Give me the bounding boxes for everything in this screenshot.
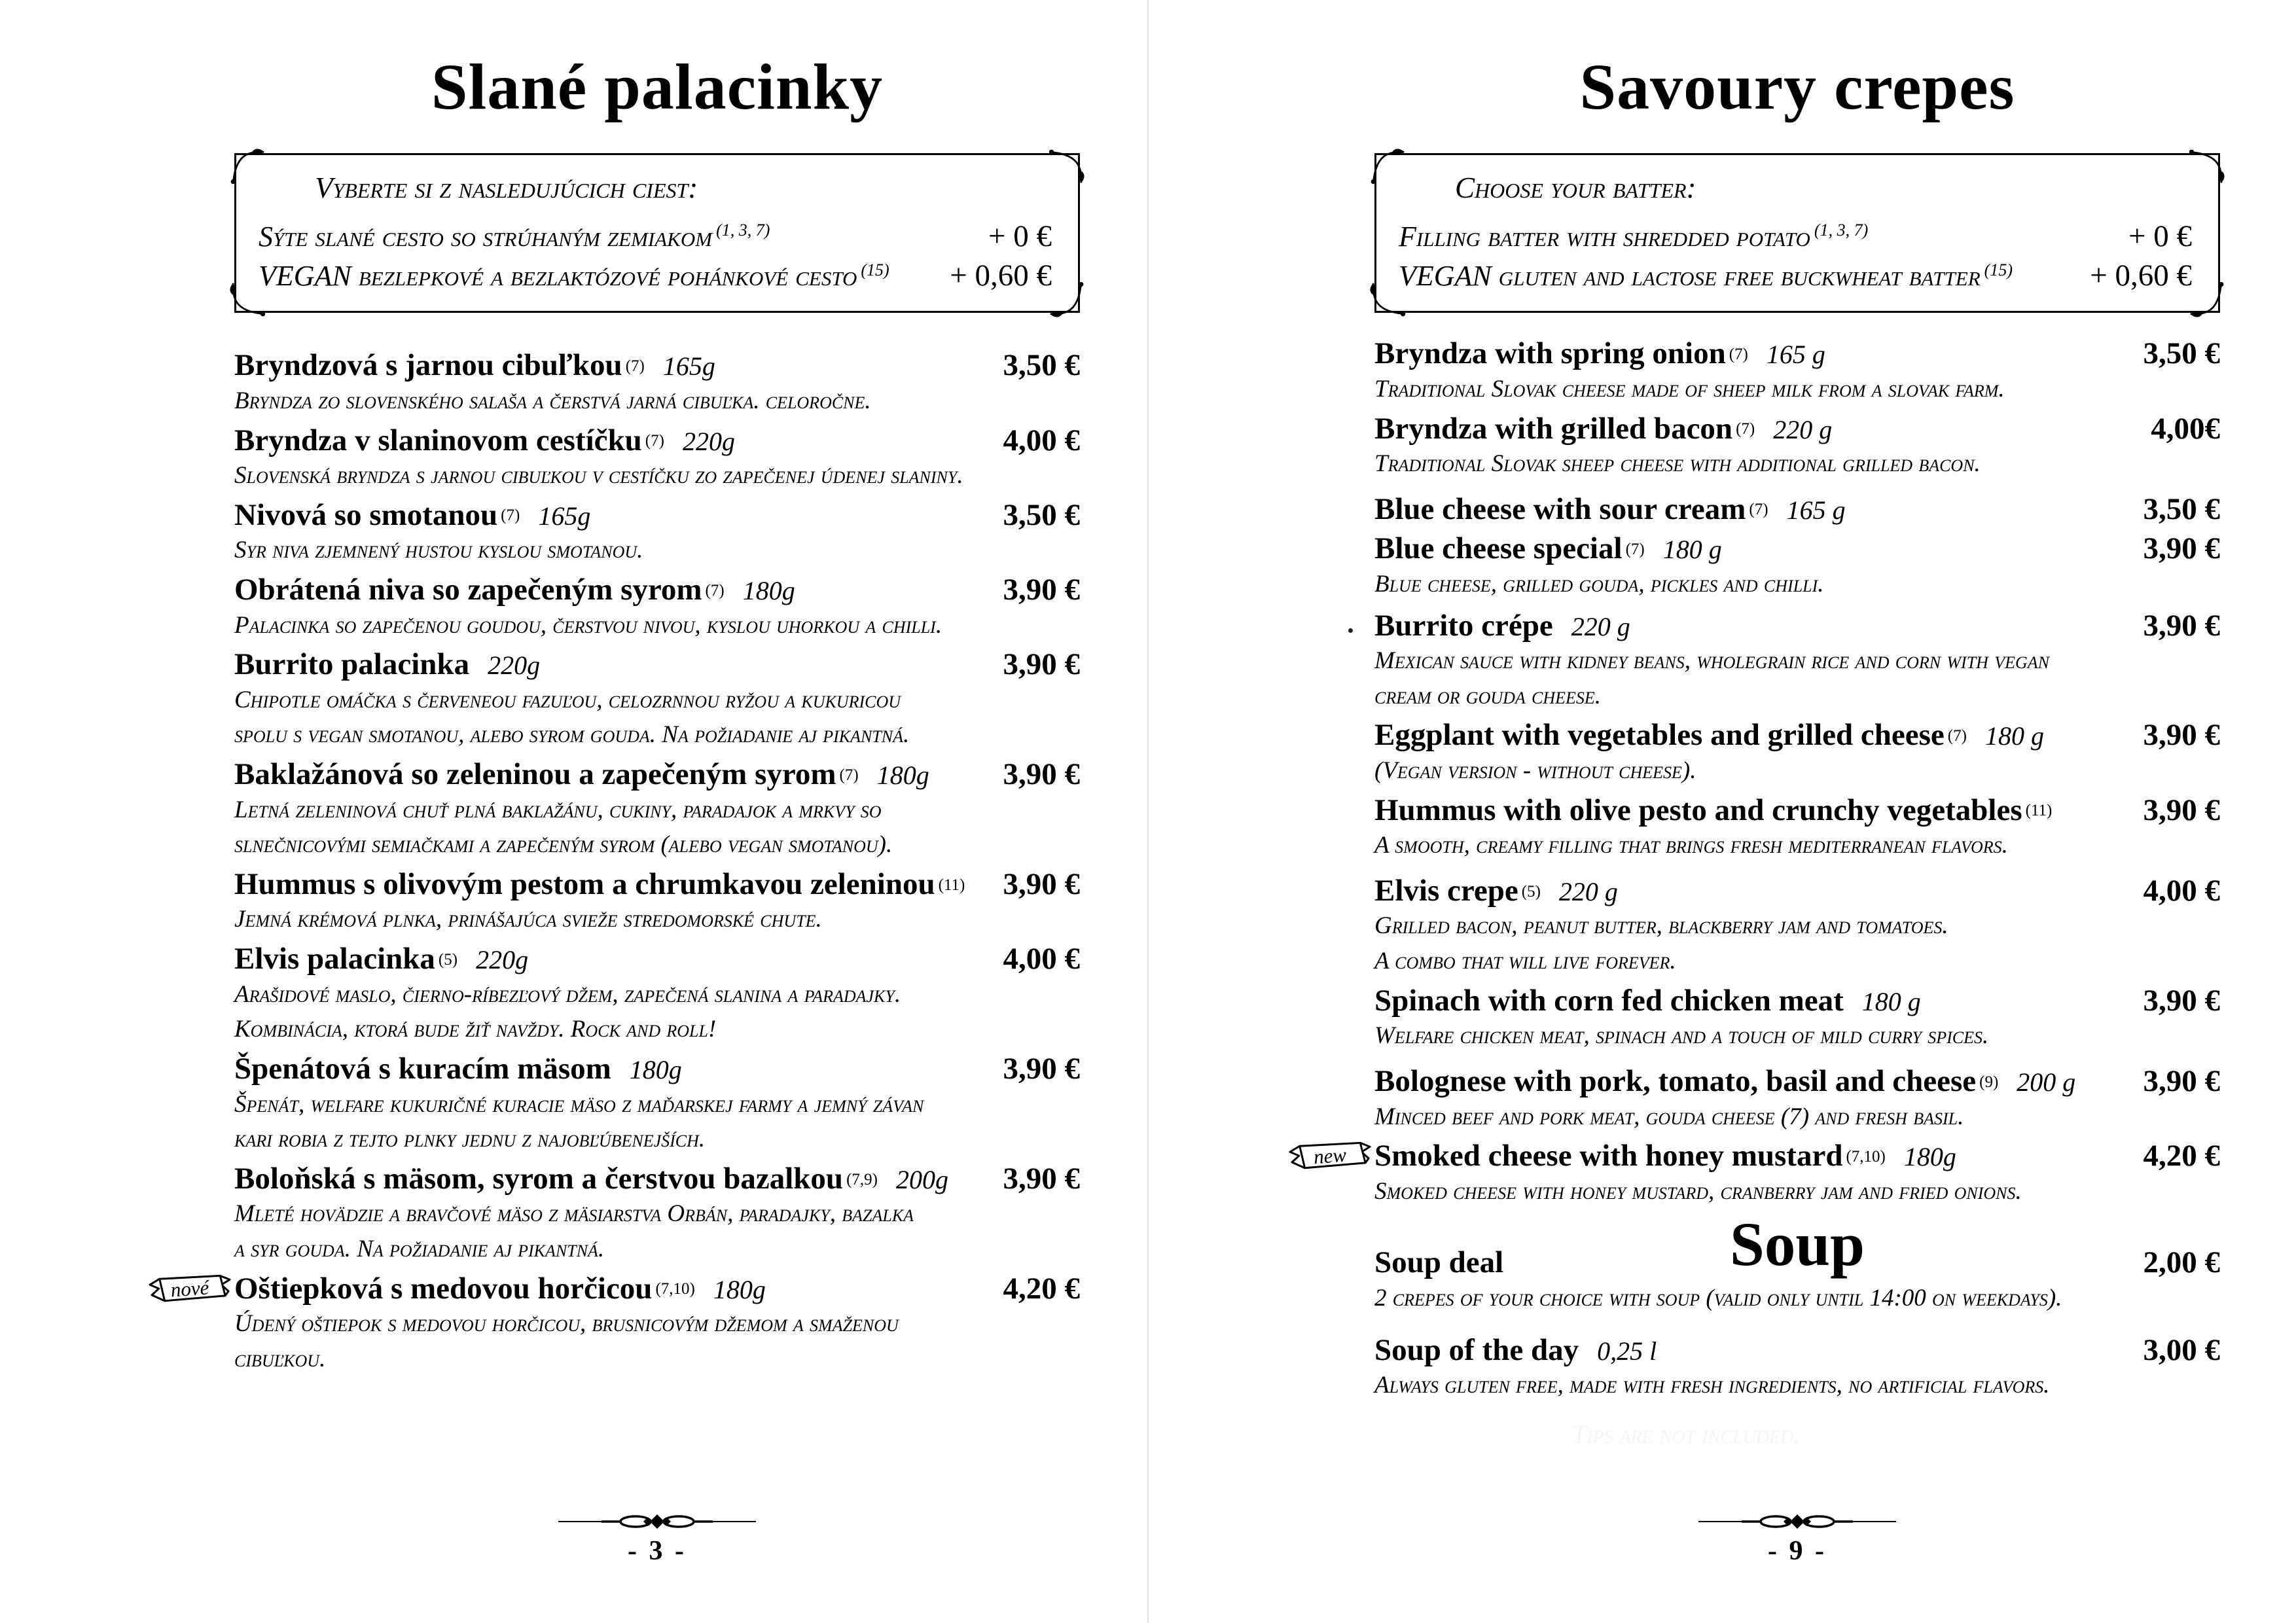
item-name: Eggplant with vegetables and grilled cheese <box>1374 718 1945 753</box>
item-price: 3,00 € <box>2143 1332 2220 1367</box>
item-weight: 165g <box>538 501 591 531</box>
menu-item-head <box>234 942 1080 977</box>
item-description <box>1374 753 2220 789</box>
corner-flourish-icon <box>2188 281 2226 319</box>
item-weight: 0,25 l <box>1597 1336 1657 1366</box>
item-description <box>1374 643 2220 713</box>
item-name-group <box>1374 718 2130 753</box>
item-name-group <box>234 423 990 459</box>
batter-options <box>1399 217 2192 295</box>
item-name: Elvis crepe <box>1374 873 1518 908</box>
menu-item <box>1374 412 2220 482</box>
allergen-superscript: (7,10) <box>655 1280 695 1298</box>
item-description <box>234 977 1080 1047</box>
page-footer <box>234 1510 1080 1567</box>
item-description <box>234 383 1080 419</box>
item-weight: 180g <box>629 1054 682 1084</box>
item-name-group <box>234 498 990 533</box>
footer-divider-ornament-icon <box>556 1510 759 1533</box>
batter-option-text <box>1399 258 2013 294</box>
corner-flourish-icon <box>2188 147 2226 185</box>
menu-item <box>234 498 1080 568</box>
item-description-line: Blue cheese, grilled gouda, pickles and chilli. <box>1374 570 1824 597</box>
menu-item-head <box>1374 1333 2220 1368</box>
item-description-line: Špenát, welfare kukuričné kuracie mäso z maďarskej farmy a jemný závan <box>234 1090 924 1118</box>
item-description <box>1374 828 2220 863</box>
page-footer <box>1374 1510 2220 1567</box>
item-description-line: Syr niva zjemnený hustou kyslou smotanou. <box>234 537 643 564</box>
item-price: 3,90 € <box>1003 647 1080 682</box>
menu-item <box>234 348 1080 418</box>
item-description-line: Letná zeleninová chuť plná baklažánu, cukiny, paradajok a mrkvy so <box>234 796 882 823</box>
item-weight: 165g <box>662 351 715 382</box>
menu-page-slovak <box>170 0 1080 1623</box>
allergen-superscript: (7) <box>1749 501 1768 519</box>
item-description-line: a syr gouda. Na požiadanie aj pikantná. <box>234 1236 605 1263</box>
item-description <box>234 1087 1080 1157</box>
item-price: 3,90 € <box>2143 531 2220 566</box>
item-price: 3,50 € <box>1003 348 1080 383</box>
menu-item-list <box>1312 336 2220 1209</box>
item-description-line: Mexican sauce with kidney beans, wholegrain rice and corn with vegan <box>1374 647 2049 675</box>
item-name: Baklažánová so zeleninou a zapečeným syrom <box>234 757 836 792</box>
item-description-line: Mleté hovädzie a bravčové mäso z mäsiarstva Orbán, paradajky, bazalka <box>234 1200 914 1228</box>
page-gutter-divider <box>1147 0 1149 1623</box>
item-weight: 180g <box>742 575 795 605</box>
batter-option-row <box>1399 256 2192 295</box>
item-description-line: 2 crepes of your choice with soup (valid only until 14:00 on weekdays). <box>1374 1284 2062 1311</box>
item-name: Boloňská s mäsom, syrom a čerstvou bazalkou <box>234 1161 844 1196</box>
menu-page-english <box>1312 0 2220 1623</box>
item-name: Oštiepková s medovou horčicou <box>234 1271 653 1306</box>
item-description-line: Grilled bacon, peanut butter, blackberry jam and tomatoes. <box>1374 912 1948 940</box>
allergen-superscript: (7,9) <box>846 1170 878 1188</box>
menu-item <box>170 1271 1080 1377</box>
item-weight: 220g <box>682 426 735 456</box>
batter-option-text <box>259 258 889 294</box>
batter-box-heading: Choose your batter: <box>1455 171 1696 204</box>
item-description-line: Traditional Slovak cheese made of sheep milk from a slovak farm. <box>1374 375 2005 402</box>
menu-item-head <box>1374 874 2220 909</box>
allergen-superscript: (7) <box>1729 345 1748 363</box>
menu-item-head <box>234 757 1080 793</box>
item-description-line: cream or gouda cheese. <box>1374 682 1602 709</box>
item-name-group <box>1374 1139 2130 1174</box>
item-name: Bryndzová s jarnou cibuľkou <box>234 348 622 383</box>
item-description-line: A smooth, creamy filling that brings fresh mediterranean flavors. <box>1374 832 2008 859</box>
item-name-group <box>1374 412 2138 447</box>
item-description-line: Always gluten free, made with fresh ingredients, no artificial flavors. <box>1374 1372 2050 1399</box>
batter-option-price: + 0,60 € <box>950 259 1052 293</box>
item-price: 3,90 € <box>1003 572 1080 607</box>
item-price: 3,50 € <box>1003 497 1080 532</box>
menu-item-head <box>234 348 1080 383</box>
item-description <box>1374 567 2220 602</box>
item-description-line: Údený oštiepok s medovou horčicou, brusnicovým džemom a smaženou <box>234 1310 899 1338</box>
batter-option-row <box>259 217 1052 256</box>
menu-item-head <box>234 498 1080 533</box>
item-name-group <box>1374 336 2130 372</box>
menu-item-head <box>1374 984 2220 1019</box>
item-weight: 180 g <box>1662 535 1722 565</box>
item-description <box>234 1306 1080 1376</box>
item-weight: 220 g <box>1571 611 1630 641</box>
item-description <box>1374 1281 2220 1316</box>
item-price: 3,90 € <box>1003 1161 1080 1196</box>
batter-option-label: VEGAN bezlepkové a bezlaktózové pohánkové cesto <box>259 260 857 293</box>
item-description-line: Palacinka so zapečenou goudou, čerstvou nivou, kyslou uhorkou a chilli. <box>234 611 942 639</box>
menu-item <box>1374 609 2220 714</box>
soup-item-list <box>1374 1245 2220 1402</box>
item-weight: 165 g <box>1766 340 1825 370</box>
item-name-group <box>1374 531 2130 567</box>
batter-choice-box <box>1374 153 2220 313</box>
item-price: 2,00 € <box>2143 1245 2220 1280</box>
menu-item <box>1374 336 2220 406</box>
menu-item-head <box>234 573 1080 608</box>
item-name: Špenátová s kuracím mäsom <box>234 1051 611 1086</box>
item-price: 3,90 € <box>2143 718 2220 753</box>
item-name-group <box>1374 492 2130 527</box>
item-weight: 165 g <box>1786 495 1846 525</box>
allergen-superscript: (1, 3, 7) <box>716 221 770 240</box>
item-price: 4,20 € <box>1003 1271 1080 1306</box>
item-weight: 180g <box>713 1274 766 1304</box>
item-name-group <box>234 757 990 793</box>
item-name: Bryndza with spring onion <box>1374 336 1726 371</box>
item-name: Bryndza v slaninovom cestíčku <box>234 423 642 457</box>
menu-item <box>234 1162 1080 1267</box>
batter-option-label: VEGAN gluten and lactose free buckwheat batter <box>1399 260 1981 293</box>
menu-item <box>1374 1064 2220 1134</box>
menu-item-head <box>234 423 1080 459</box>
item-description <box>1374 1099 2220 1135</box>
allergen-superscript: (1, 3, 7) <box>1814 221 1869 240</box>
item-description-line: slnečnicovými semiačkami a zapečeným syrom (alebo vegan smotanou). <box>234 831 893 859</box>
stray-ink-dot <box>1348 628 1353 633</box>
item-name: Blue cheese with sour cream <box>1374 491 1746 526</box>
page-title: Slané palacinky <box>431 50 884 123</box>
allergen-superscript: (7) <box>1947 727 1967 745</box>
item-price: 4,00€ <box>2151 411 2220 446</box>
menu-item <box>234 573 1080 643</box>
item-description <box>1374 1368 2220 1403</box>
item-description <box>234 533 1080 568</box>
item-name-group <box>1374 874 2130 909</box>
item-name-group <box>1374 1064 2130 1099</box>
item-name-group <box>234 348 990 383</box>
menu-item-head <box>1374 492 2220 527</box>
new-ribbon-badge <box>148 1272 232 1310</box>
menu-item <box>1374 492 2220 527</box>
item-name-group <box>234 573 990 608</box>
item-name-group <box>1374 1333 2130 1368</box>
allergen-superscript: (9) <box>1979 1073 1999 1091</box>
item-name-group <box>1374 984 2130 1019</box>
item-description-line: Minced beef and pork meat, gouda cheese (7) and fresh basil. <box>1374 1103 1964 1130</box>
menu-item <box>1374 1245 2220 1315</box>
menu-item-head <box>1374 1245 2220 1281</box>
item-name-group <box>1374 609 2130 644</box>
item-description-line: cibuľkou. <box>234 1345 326 1372</box>
allergen-superscript: (15) <box>1984 260 2013 279</box>
batter-option-row <box>259 256 1052 295</box>
item-weight: 220g <box>488 651 541 681</box>
item-price: 3,90 € <box>2143 983 2220 1018</box>
batter-option-price: + 0 € <box>2128 219 2192 253</box>
item-name: Hummus with olive pesto and crunchy vegetables <box>1374 793 2022 827</box>
page-number: - 3 - <box>628 1536 687 1566</box>
batter-options <box>259 217 1052 295</box>
allergen-superscript: (7) <box>645 432 664 450</box>
item-price: 3,90 € <box>2143 793 2220 827</box>
menu-item-head <box>1312 1139 2220 1174</box>
menu-item-head <box>170 1271 1080 1307</box>
corner-flourish-icon <box>1369 147 1407 185</box>
item-name-group <box>234 1052 990 1087</box>
item-weight: 220g <box>476 945 529 975</box>
corner-flourish-icon <box>228 281 266 319</box>
allergen-superscript: (15) <box>861 260 889 279</box>
batter-option-price: + 0 € <box>988 219 1052 253</box>
item-name-group <box>234 942 990 977</box>
item-description-line: (Vegan version - without cheese). <box>1374 757 1696 784</box>
menu-item-head <box>1374 793 2220 829</box>
item-name: Nivová so smotanou <box>234 497 498 532</box>
soup-section-title: Soup <box>1729 1209 1865 1279</box>
item-description <box>234 458 1080 493</box>
item-name: Soup of the day <box>1374 1332 1579 1367</box>
new-ribbon-badge <box>1288 1139 1372 1177</box>
item-description-line: Slovenská bryndza s jarnou cibuľkou v cestíčku zo zapečenej údenej slaniny. <box>234 462 963 490</box>
item-name: Burrito crépe <box>1374 608 1553 643</box>
menu-item <box>234 1052 1080 1157</box>
item-price: 3,90 € <box>1003 757 1080 792</box>
item-name: Bryndza with grilled bacon <box>1374 411 1733 446</box>
menu-item <box>234 423 1080 493</box>
badge-label: nové <box>170 1275 210 1302</box>
menu-item <box>234 647 1080 753</box>
item-name: Soup deal <box>1374 1245 1504 1280</box>
item-description <box>1374 446 2220 482</box>
item-price: 3,90 € <box>2143 608 2220 643</box>
item-price: 4,20 € <box>2143 1139 2220 1173</box>
menu-item <box>1374 793 2220 863</box>
item-price: 3,90 € <box>1003 1051 1080 1086</box>
page-number: - 9 - <box>1768 1536 1827 1566</box>
menu-item <box>1374 718 2220 788</box>
batter-option-label: Filling batter with shredded potato <box>1399 221 1810 253</box>
item-description-line: spolu s vegan smotanou, alebo syrom gouda. Na požiadanie aj pikantná. <box>234 721 910 749</box>
item-weight: 180 g <box>1984 721 2044 751</box>
corner-flourish-icon <box>1048 281 1086 319</box>
item-description <box>234 608 1080 643</box>
menu-item-head <box>234 647 1080 683</box>
item-price: 3,90 € <box>2143 1063 2220 1098</box>
item-name-group <box>234 1272 990 1307</box>
item-description-line: Smoked cheese with honey mustard, cranberry jam and fried onions. <box>1374 1177 2022 1205</box>
menu-item-list <box>170 348 1080 1376</box>
allergen-superscript: (11) <box>2025 802 2053 820</box>
menu-item-head <box>1374 718 2220 753</box>
item-name-group <box>1374 1245 2130 1281</box>
item-weight: 220 g <box>1773 414 1833 444</box>
item-description <box>1374 908 2220 978</box>
menu-item-head <box>234 867 1080 902</box>
menu-item-head <box>234 1162 1080 1197</box>
item-name: Spinach with corn fed chicken meat <box>1374 983 1844 1018</box>
menu-item-head <box>1374 609 2220 644</box>
menu-item-head <box>1374 531 2220 567</box>
menu-item <box>1374 874 2220 979</box>
item-name: Obrátená niva so zapečeným syrom <box>234 572 702 607</box>
item-description-line: Arašidové maslo, čierno-ríbezľový džem, zapečená slanina a paradajky. <box>234 980 901 1008</box>
item-weight: 180g <box>1903 1142 1956 1172</box>
batter-option-text <box>259 219 770 255</box>
menu-item <box>1374 531 2220 601</box>
allergen-superscript: (7,10) <box>1846 1147 1886 1166</box>
menu-item <box>234 757 1080 863</box>
menu-item <box>234 942 1080 1047</box>
menu-item-head <box>1374 1064 2220 1099</box>
item-name: Bolognese with pork, tomato, basil and cheese <box>1374 1063 1977 1098</box>
item-weight: 200g <box>895 1164 948 1194</box>
corner-flourish-icon <box>1369 281 1407 319</box>
allergen-superscript: (5) <box>438 950 458 969</box>
batter-choice-box <box>234 153 1080 313</box>
allergen-superscript: (11) <box>938 876 965 894</box>
menu-item <box>1374 1333 2220 1403</box>
item-price: 4,00 € <box>2143 873 2220 908</box>
item-description <box>1374 372 2220 407</box>
item-name-group <box>234 1162 990 1197</box>
item-name: Smoked cheese with honey mustard <box>1374 1139 1843 1173</box>
item-description <box>1374 1018 2220 1054</box>
footer-divider-ornament-icon <box>1696 1510 1899 1533</box>
item-description <box>234 1196 1080 1266</box>
menu-item <box>234 867 1080 937</box>
item-description <box>234 902 1080 937</box>
item-weight: 200 g <box>2017 1067 2076 1097</box>
item-description <box>234 793 1080 863</box>
item-description-line: kari robia z tejto plnky jednu z najobľúbenejších. <box>234 1126 706 1153</box>
item-description <box>234 683 1080 753</box>
item-description-line: Jemná krémová plnka, prinášajúca svieže stredomorské chute. <box>234 906 822 933</box>
allergen-superscript: (5) <box>1521 882 1541 901</box>
corner-flourish-icon <box>228 147 266 185</box>
corner-flourish-icon <box>1048 147 1086 185</box>
tips-note: Tips are not included. <box>1571 1419 1801 1449</box>
item-price: 4,00 € <box>1003 423 1080 457</box>
batter-box-heading: Vyberte si z nasledujúcich ciest: <box>315 171 698 204</box>
item-name-group <box>234 647 990 683</box>
item-name: Hummus s olivovým pestom a chrumkavou zeleninou <box>234 866 935 901</box>
page-title: Savoury crepes <box>1579 50 2015 123</box>
batter-option-price: + 0,60 € <box>2090 259 2192 293</box>
menu-item-head <box>1374 412 2220 447</box>
allergen-superscript: (7) <box>1625 541 1645 558</box>
menu-item-head <box>234 1052 1080 1087</box>
allergen-superscript: (7) <box>625 357 645 375</box>
item-price: 3,90 € <box>1003 866 1080 901</box>
menu-item <box>1312 1139 2220 1209</box>
item-weight: 180 g <box>1861 986 1921 1016</box>
item-description-line: Welfare chicken meat, spinach and a touch of mild curry spices. <box>1374 1022 1989 1050</box>
batter-option-label: Sýte slané cesto so strúhaným zemiakom <box>259 221 713 253</box>
item-name-group <box>234 867 990 902</box>
item-description-line: Chipotle omáčka s červeneou fazuľou, celozrnnou ryžou a kukuricou <box>234 686 901 713</box>
batter-option-row <box>1399 217 2192 256</box>
menu-item <box>1374 984 2220 1054</box>
item-weight: 220 g <box>1558 876 1618 906</box>
item-description-line: Kombinácia, ktorá bude žiť navždy. Rock and roll! <box>234 1016 717 1043</box>
batter-option-text <box>1399 219 1868 255</box>
allergen-superscript: (7) <box>501 507 520 525</box>
allergen-superscript: (7) <box>1736 420 1755 438</box>
item-description-line: Traditional Slovak sheep cheese with additional grilled bacon. <box>1374 450 1981 478</box>
item-price: 3,50 € <box>2143 491 2220 526</box>
allergen-superscript: (7) <box>705 581 725 599</box>
item-description <box>1374 1174 2220 1209</box>
item-weight: 180g <box>876 760 929 791</box>
badge-label: new <box>1312 1143 1348 1169</box>
item-name: Blue cheese special <box>1374 531 1623 566</box>
item-name-group <box>1374 793 2130 829</box>
item-price: 3,50 € <box>2143 336 2220 371</box>
menu-item-head <box>1374 336 2220 372</box>
item-name: Elvis palacinka <box>234 942 435 976</box>
item-price: 4,00 € <box>1003 942 1080 976</box>
allergen-superscript: (7) <box>839 766 859 784</box>
item-description-line: A combo that will live forever. <box>1374 948 1676 975</box>
item-description-line: Bryndza zo slovenského salaša a čerstvá jarná cibuľka. celoročne. <box>234 387 871 414</box>
item-name: Burrito palacinka <box>234 647 470 682</box>
